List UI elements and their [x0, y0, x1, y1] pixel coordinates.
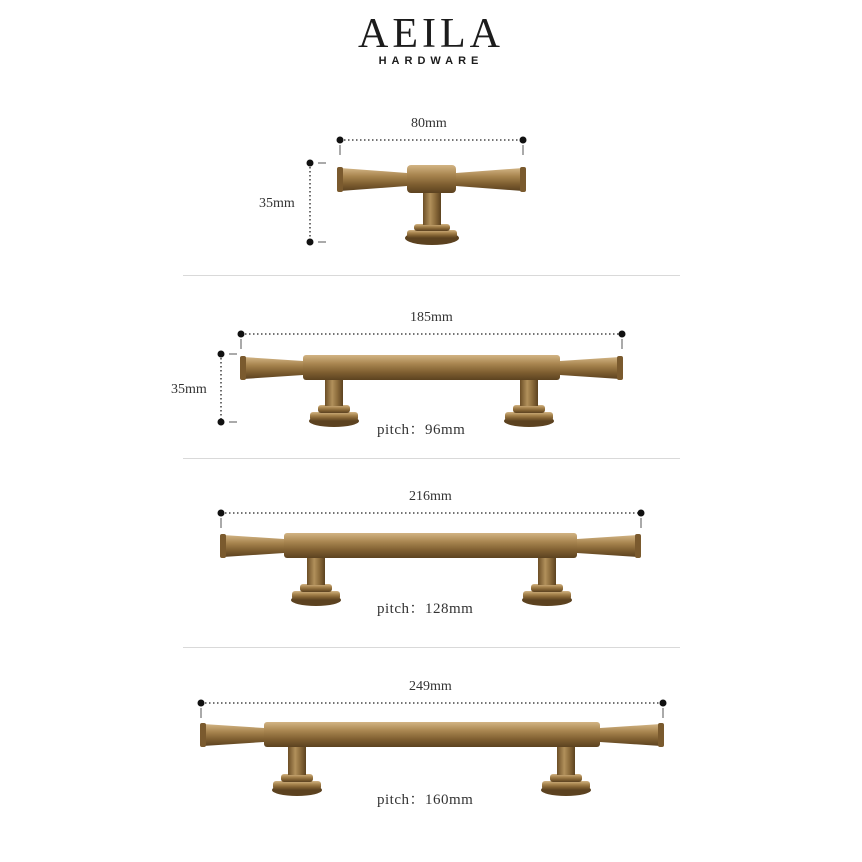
- height-label-185mm: 35mm: [171, 382, 207, 397]
- pitch-label-96mm: pitch：96mm: [377, 422, 466, 438]
- handle-249mm: [198, 700, 667, 797]
- pitch-label-128mm: pitch：128mm: [377, 601, 474, 617]
- length-label-216mm: 216mm: [409, 489, 452, 504]
- section-divider: [183, 647, 680, 648]
- section-divider: [183, 275, 680, 276]
- handle-80mm: [307, 137, 527, 246]
- length-label-185mm: 185mm: [410, 310, 453, 325]
- handle-185mm: [218, 331, 626, 428]
- length-label-80mm: 80mm: [411, 116, 447, 131]
- brand-tagline: HARDWARE: [378, 55, 484, 67]
- section-divider: [183, 458, 680, 459]
- length-label-249mm: 249mm: [409, 679, 452, 694]
- height-label-80mm: 35mm: [259, 196, 295, 211]
- brand-logo: AEILA: [358, 11, 504, 57]
- pitch-label-160mm: pitch：160mm: [377, 792, 474, 808]
- handle-216mm: [218, 510, 645, 607]
